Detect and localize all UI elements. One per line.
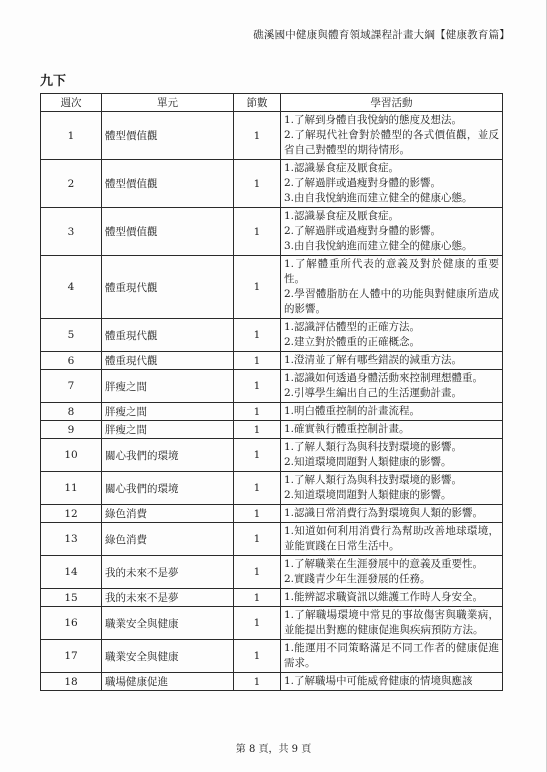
activities-cell [281, 640, 503, 673]
week-cell: 6 [41, 352, 102, 370]
periods-cell: 1 [234, 352, 281, 370]
periods-cell: 1 [234, 472, 281, 505]
activity-item: 2.知道環境問題對人類健康的影響。 [284, 456, 452, 468]
column-header-activities: 學習活動 [281, 94, 503, 112]
table-row [41, 472, 503, 505]
activity-item: 2.學習體脂肪在人體中的功能與對健康所造成的影響。 [284, 288, 499, 315]
unit-cell: 綠色消費 [102, 505, 234, 523]
activity-item: 1.了解到身體自我悅納的態度及想法。 [284, 114, 463, 126]
activities-cell [281, 403, 503, 421]
unit-cell: 胖瘦之間 [102, 370, 234, 403]
activity-item: 1.了解職場中可能威脅健康的情境與應該 [284, 675, 473, 687]
unit-cell: 關心我們的環境 [102, 439, 234, 472]
activities-cell [281, 607, 503, 640]
activity-item: 2.知道環境問題對人類健康的影響。 [284, 489, 452, 501]
table-row [41, 505, 503, 523]
week-cell: 17 [41, 640, 102, 673]
table-header-row [41, 94, 503, 112]
table-row [41, 370, 503, 403]
unit-cell: 關心我們的環境 [102, 472, 234, 505]
activity-item: 1.明白體重控制的計畫流程。 [284, 405, 421, 417]
week-cell: 7 [41, 370, 102, 403]
activity-item: 1.認識暴食症及厭食症。 [284, 210, 400, 222]
table-row [41, 160, 503, 208]
periods-cell: 1 [234, 556, 281, 589]
periods-cell: 1 [234, 607, 281, 640]
unit-cell: 胖瘦之間 [102, 403, 234, 421]
week-cell: 3 [41, 208, 102, 256]
unit-cell: 胖瘦之間 [102, 421, 234, 439]
column-header-periods: 節數 [234, 94, 281, 112]
unit-cell: 我的未來不是夢 [102, 556, 234, 589]
section-title: 九下 [40, 74, 67, 89]
week-cell: 13 [41, 523, 102, 556]
periods-cell: 1 [234, 439, 281, 472]
week-cell: 11 [41, 472, 102, 505]
activities-cell [281, 160, 503, 208]
table-row [41, 607, 503, 640]
table-row [41, 673, 503, 691]
activity-item: 1.認識暴食症及厭食症。 [284, 162, 400, 174]
periods-cell: 1 [234, 319, 281, 352]
activities-cell [281, 370, 503, 403]
week-cell: 8 [41, 403, 102, 421]
activity-item: 1.了解人類行為與科技對環境的影響。 [284, 441, 463, 453]
unit-cell: 體型價值觀 [102, 160, 234, 208]
unit-cell: 綠色消費 [102, 523, 234, 556]
curriculum-table [40, 93, 503, 691]
activity-item: 2.了解過胖或過瘦對身體的影響。 [284, 177, 442, 189]
week-cell: 12 [41, 505, 102, 523]
activity-item: 3.由自我悅納進而建立健全的健康心態。 [284, 240, 473, 252]
week-cell: 5 [41, 319, 102, 352]
periods-cell: 1 [234, 160, 281, 208]
activities-cell [281, 112, 503, 160]
table-row [41, 319, 503, 352]
activity-item: 1.了解職場環境中常見的事故傷害與職業病，並能提出對應的健康促進與疾病預防方法。 [284, 609, 499, 636]
table-row [41, 256, 503, 319]
activity-item: 2.建立對於體重的正確概念。 [284, 336, 421, 348]
week-cell: 4 [41, 256, 102, 319]
document-header: 礁溪國中健康與體育領域課程計畫大綱【健康教育篇】 [253, 29, 510, 41]
activities-cell [281, 472, 503, 505]
table-row [41, 523, 503, 556]
periods-cell: 1 [234, 589, 281, 607]
periods-cell: 1 [234, 523, 281, 556]
periods-cell: 1 [234, 505, 281, 523]
column-header-unit: 單元 [102, 94, 234, 112]
periods-cell: 1 [234, 421, 281, 439]
unit-cell: 職業安全與健康 [102, 640, 234, 673]
activity-item: 1.認識評估體型的正確方法。 [284, 321, 421, 333]
activities-cell [281, 523, 503, 556]
week-cell: 14 [41, 556, 102, 589]
periods-cell: 1 [234, 403, 281, 421]
activity-item: 2.實踐青少年生涯發展的任務。 [284, 573, 431, 585]
activities-cell [281, 439, 503, 472]
table-row [41, 589, 503, 607]
week-cell: 9 [41, 421, 102, 439]
table-row [41, 112, 503, 160]
table-row [41, 640, 503, 673]
activity-item: 1.知道如何利用消費行為幫助改善地球環境，並能實踐在日常生活中。 [284, 525, 499, 552]
activity-item: 1.了解人類行為與科技對環境的影響。 [284, 474, 463, 486]
table-row [41, 556, 503, 589]
activity-item: 1.能辨認求職資訊以維護工作時人身安全。 [284, 591, 484, 603]
unit-cell: 職場健康促進 [102, 673, 234, 691]
activity-item: 2.了解過胖或過瘦對身體的影響。 [284, 225, 442, 237]
activity-item: 1.澄清並了解有哪些錯誤的減重方法。 [284, 354, 463, 366]
week-cell: 15 [41, 589, 102, 607]
table-row [41, 208, 503, 256]
table-row [41, 439, 503, 472]
week-cell: 10 [41, 439, 102, 472]
unit-cell: 體重現代觀 [102, 319, 234, 352]
activities-cell [281, 556, 503, 589]
week-cell: 1 [41, 112, 102, 160]
periods-cell: 1 [234, 256, 281, 319]
activity-item: 2.引導學生編出自己的生活運動計畫。 [284, 387, 463, 399]
activity-item: 1.認識日常消費行為對環境與人類的影響。 [284, 507, 484, 519]
unit-cell: 體型價值觀 [102, 112, 234, 160]
periods-cell: 1 [234, 640, 281, 673]
unit-cell: 體重現代觀 [102, 352, 234, 370]
activities-cell [281, 505, 503, 523]
activities-cell [281, 421, 503, 439]
activity-item: 1.了解職業在生涯發展中的意義及重要性。 [284, 558, 484, 570]
activities-cell [281, 319, 503, 352]
periods-cell: 1 [234, 112, 281, 160]
activities-cell [281, 256, 503, 319]
activity-item: 1.認識如何透過身體活動來控制理想體重。 [284, 372, 484, 384]
activity-item: 3.由自我悅納進而建立健全的健康心態。 [284, 192, 473, 204]
page-number: 第 8 頁，共 9 頁 [235, 744, 312, 755]
activity-item: 1.能運用不同策略滿足不同工作者的健康促進需求。 [284, 642, 499, 669]
activities-cell [281, 673, 503, 691]
periods-cell: 1 [234, 208, 281, 256]
unit-cell: 職業安全與健康 [102, 607, 234, 640]
activities-cell [281, 589, 503, 607]
activities-cell [281, 208, 503, 256]
week-cell: 2 [41, 160, 102, 208]
column-header-week: 週次 [41, 94, 102, 112]
table-row [41, 352, 503, 370]
activity-item: 1.了解體重所代表的意義及對於健康的重要性。 [284, 258, 499, 285]
week-cell: 16 [41, 607, 102, 640]
activity-item: 1.確實執行體重控制計畫。 [284, 423, 410, 435]
week-cell: 18 [41, 673, 102, 691]
unit-cell: 體型價值觀 [102, 208, 234, 256]
table-body [41, 112, 503, 691]
activities-cell [281, 352, 503, 370]
table-row [41, 403, 503, 421]
periods-cell: 1 [234, 370, 281, 403]
unit-cell: 我的未來不是夢 [102, 589, 234, 607]
periods-cell: 1 [234, 673, 281, 691]
unit-cell: 體重現代觀 [102, 256, 234, 319]
activity-item: 2.了解現代社會對於體型的各式價值觀，並反省自己對體型的期待情形。 [284, 129, 499, 156]
table-row [41, 421, 503, 439]
